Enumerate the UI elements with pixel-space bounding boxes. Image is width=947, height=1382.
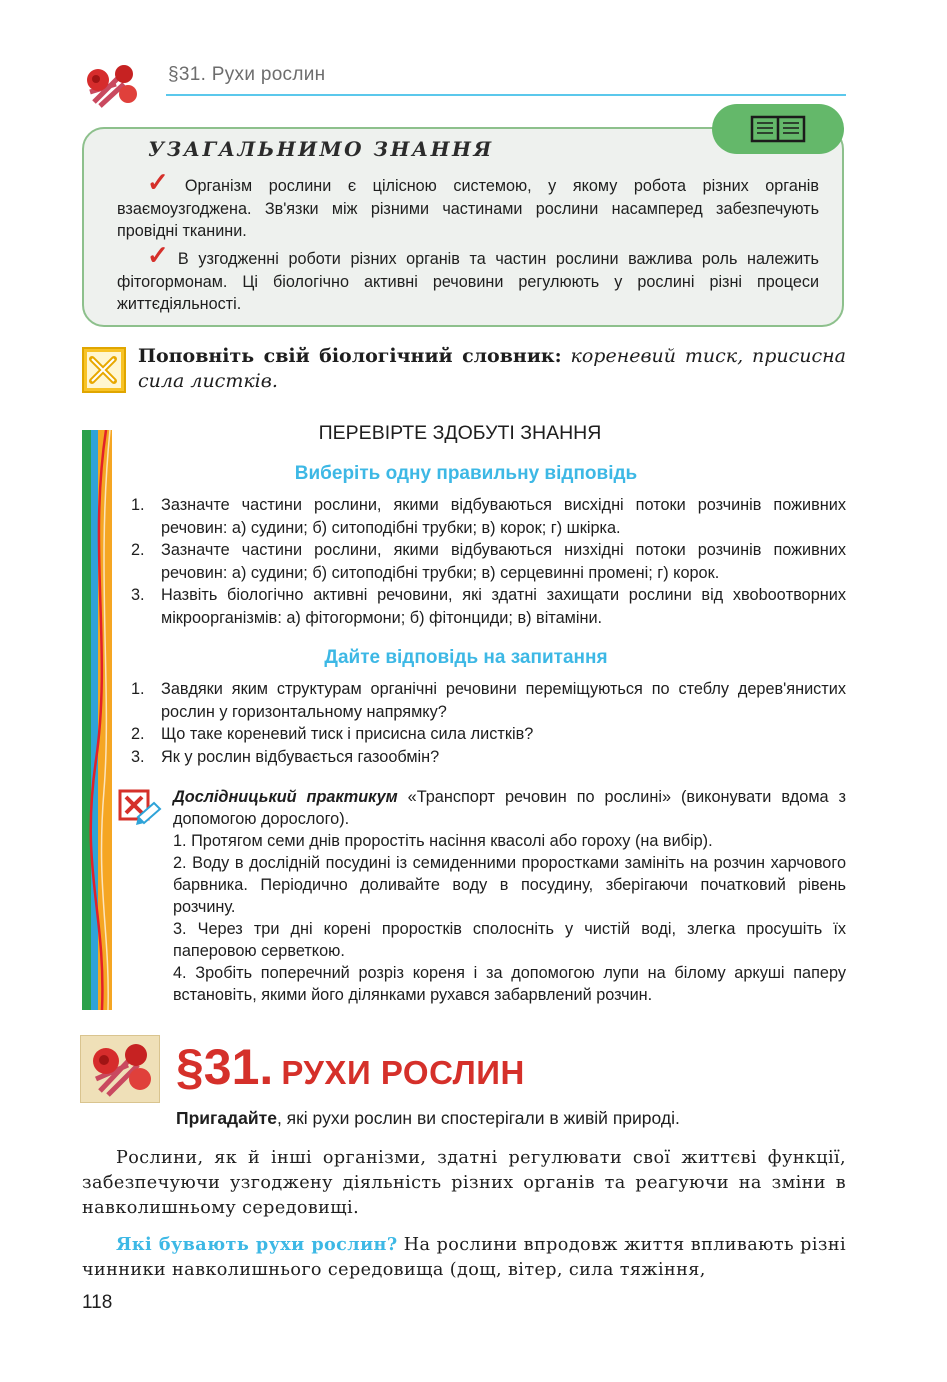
research-step: 4. Зробіть поперечний розріз кореня і за допомогою лупи на білому аркуші паперу встановіть, якими його ділянками рухався забарвлений розчин. [173, 964, 846, 1004]
research-task-icon [118, 787, 164, 829]
question-list-answer [131, 678, 846, 768]
flower-bouquet-icon [80, 62, 142, 112]
research-step: 1. Протягом семи днів проростіть насіння квасолі або гороху (на вибір). [173, 832, 713, 850]
list-item: 2. Зазначте частини рослини, якими відбуваються низхідні потоки розчинів поживних речовин: а) судини; б) ситоподібні трубки; в) серцевинні промені; г) корок. [131, 541, 846, 582]
flower-bouquet-icon [80, 1035, 160, 1103]
summary-point: ✓ Організм рослини є цілісною системою, у якому робота різних органів взаємоузгоджена. Зв'язки між різними частинами рослини насамперед забезпечують провідні тканини. [117, 167, 819, 240]
running-title: §31. Рухи рослин [168, 64, 326, 85]
body-paragraph: Рослини, як й інші організми, здатні регулювати свої життєві функції, забезпечуючи узгоджену діяльність різних органів та реагуючи на зміни в навколишньому середовищі. [82, 1148, 846, 1218]
list-item: 2. Що таке кореневий тиск і присисна сила листків? [131, 725, 534, 743]
section-heading-choose: Виберіть одну правильну відповідь [294, 463, 638, 484]
remember-prompt: Пригадайте, які рухи рослин ви спостерігали в живій природі. [176, 1108, 680, 1128]
body-paragraph: Які бувають рухи рослин? На рослини впродовж життя впливають різні чинники навколишнього середовища (дощ, вітер, сила тяжіння, [82, 1234, 846, 1280]
red-checkmark-icon: ✓ [147, 167, 181, 197]
check-knowledge-title: ПЕРЕВІРТЕ ЗДОБУТІ ЗНАННЯ [318, 422, 602, 444]
dictionary-terms: кореневий тиск, присисна сила листків. [138, 345, 846, 392]
page-number: 118 [82, 1292, 113, 1313]
open-book-icon [750, 114, 806, 144]
dictionary-lead: Поповніть свій біологічний словник: [138, 345, 562, 367]
list-item: 3. Як у рослин відбувається газообмін? [131, 747, 440, 766]
section-name: РУХИ РОСЛИН [281, 1054, 525, 1091]
research-intro: Дослідницький практикум «Транспорт речовин по рослині» (виконувати вдома з допомогою дорослого). [173, 788, 846, 828]
list-item: 1. Завдяки яким структурам органічні речовини переміщуються по стеблу дерев'янистих рослин у горизонтальному напрямку? [131, 680, 846, 721]
summary-badge [712, 104, 844, 154]
question-list-choose [131, 494, 846, 629]
list-item: 1. Зазначте частини рослини, якими відбуваються висхідні потоки розчинів поживних речовин: а) судини; б) ситоподібні трубки; в) корок; г) шкірка. [131, 496, 846, 537]
summary-point: ✓ В узгодженні роботи різних органів та частин рослини важлива роль належить фітогормонам. Ці біологічно активні речовини регулюють у рослині різні процеси життєдіяльності. [117, 240, 819, 313]
red-checkmark-icon: ✓ [147, 240, 174, 270]
summary-title: УЗАГАЛЬНИМО ЗНАННЯ [148, 137, 494, 161]
section-number: §31. [176, 1039, 274, 1095]
paragraph-lead-question: Які бувають рухи рослин? [116, 1234, 398, 1255]
side-ribbon [82, 430, 112, 1010]
list-item: 3. Назвіть біологічно активні речовини, які здатні захищати рослини від хвоbooтворних мікроорганізмів: а) фітогормони; б) фітонциди; в) вітаміни. [131, 586, 846, 627]
dictionary-icon [82, 347, 126, 393]
research-step: 2. Воду в дослідній посудині із семиденними проростками замініть на розчин харчового барвника. Періодично доливайте воду в посудину, зберігаючи початковий рівень розчину. [173, 854, 846, 916]
research-step: 3. Через три дні корені проростків сполосніть у чистій воді, злегка просушіть їх паперовою серветкою. [173, 920, 846, 960]
section-title [176, 1038, 525, 1096]
header-divider [166, 94, 846, 96]
dictionary-task [138, 344, 846, 394]
section-heading-answer: Дайте відповідь на запитання [324, 647, 608, 668]
research-practicum [173, 786, 846, 1006]
